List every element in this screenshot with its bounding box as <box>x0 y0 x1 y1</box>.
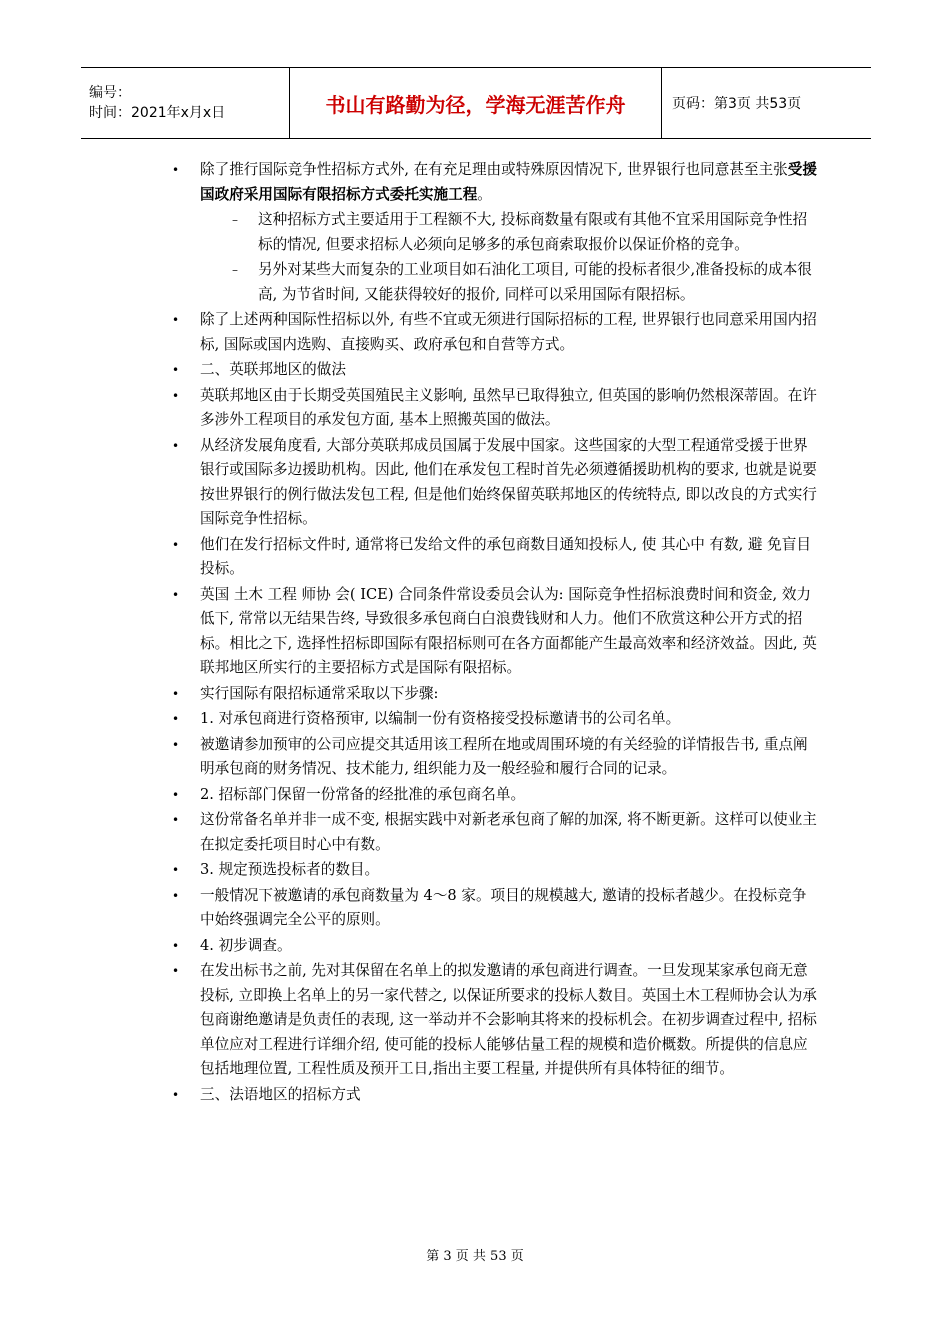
dash-icon: – <box>232 213 238 227</box>
dash-icon: – <box>232 263 238 277</box>
document-number: 编号： <box>89 85 131 101</box>
paragraph-text: 他们在发行招标文件时, 通常将已发给文件的承包商数目通知投标人, 使 其心中 有数, 避 免盲目 投标。 <box>200 535 811 577</box>
bullet-icon: • <box>172 537 180 552</box>
list-item <box>170 783 820 808</box>
bullet-icon: • <box>172 686 180 701</box>
paragraph-text: 英联邦地区由于长期受英国殖民主义影响, 虽然早已取得独立, 但英国的影响仍然根深蒂固。在许多涉外工程项目的承发包方面, 基本上照搬英国的做法。 <box>200 386 817 428</box>
list-item <box>170 934 820 959</box>
paragraph-text: 这份常备名单并非一成不变, 根据实践中对新老承包商了解的加深, 将不断更新。这样可以使业主在拟定委托项目时心中有数。 <box>200 811 817 853</box>
list-item <box>170 434 820 532</box>
list-item <box>170 884 820 933</box>
bullet-icon: • <box>172 363 180 377</box>
paragraph-text: 另外对某些大而复杂的工业项目如石油化工项目, 可能的投标者很少,准备投标的成本很高, 为节省时间, 又能获得较好的报价, 同样可以采用国际有限招标。 <box>258 261 812 303</box>
page-footer <box>0 1245 950 1264</box>
paragraph-text: 4. 初步调查。 <box>200 936 292 954</box>
bullet-icon: • <box>172 888 180 903</box>
paragraph-text: 。 <box>477 185 492 203</box>
paragraph-text: 一般情况下被邀请的承包商数量为 4～8 家。项目的规模越大, 邀请的投标者越少。在投标竞争中始终强调完全公平的原则。 <box>200 886 807 928</box>
bullet-icon: • <box>172 737 180 752</box>
header-page-number: 页码：第3页 共53页 <box>662 68 872 139</box>
bullet-icon: • <box>172 1087 180 1102</box>
paragraph-text: 这种招标方式主要适用于工程额不大, 投标商数量有限或有其他不宜采用国际竞争性招标的情况, 但要求招标人必须向足够多的承包商索取报价以保证价格的竞争。 <box>258 211 808 253</box>
paragraph-text: 英国 土木 工程 师协 会( ICE) 合同条件常设委员会认为: 国际竞争性招标浪费时间和资金, 效力低下, 常常以无结果告终, 导致很多承包商白白浪费钱财和人力。他们不欣赏这种公开方式的招标。相比之下, 选择性招标即国际有限招标则可在各方面都能产生最高效率和经济效益。因此, 英联邦地区所实行的主要招标方式是国际有限招标。 <box>200 585 817 676</box>
bullet-icon: • <box>172 964 180 978</box>
list-item <box>170 1083 820 1108</box>
paragraph-text: 被邀请参加预审的公司应提交其适用该工程所在地或周围环境的有关经验的详情报告书, 重点阐明承包商的财务情况、技术能力, 组织能力及一般经验和履行合同的记录。 <box>200 735 808 777</box>
bullet-icon: • <box>172 863 180 877</box>
list-item <box>170 158 820 207</box>
sub-list-item <box>170 208 820 257</box>
document-date: 时间：2021年x月x日 <box>89 105 226 121</box>
paragraph-text: 1. 对承包商进行资格预审, 以编制一份有资格接受投标邀请书的公司名单。 <box>200 710 681 727</box>
list-item <box>170 583 820 681</box>
sub-list-item <box>170 258 820 307</box>
bullet-icon: • <box>172 587 180 602</box>
paragraph-text: 从经济发展角度看, 大部分英联邦成员国属于发展中国家。这些国家的大型工程通常受援于世界银行或国际多边援助机构。因此, 他们在承发包工程时首先必须遵循援助机构的要求, 也就是说要按世界银行的例行做法发包工程, 但是他们始终保留英联邦地区的传统特点, 即以改良的方式实行国际竞争性招标。 <box>200 436 817 527</box>
section-heading: 三、法语地区的招标方式 <box>200 1085 361 1103</box>
paragraph-text: 除了上述两种国际性招标以外, 有些不宜或无须进行国际招标的工程, 世界银行也同意采用国内招标, 国际或国内选购、直接购买、政府承包和自营等方式。 <box>200 311 817 353</box>
bullet-icon: • <box>172 313 180 327</box>
bullet-icon: • <box>172 938 180 953</box>
paragraph-text: 3. 规定预选投标者的数目。 <box>200 861 380 878</box>
bullet-icon: • <box>172 787 180 802</box>
list-item <box>170 858 820 883</box>
list-item <box>170 733 820 782</box>
paragraph-text: 除了推行国际竞争性招标方式外, 在有充足理由或特殊原因情况下, 世界银行也同意甚至主张 <box>200 161 788 178</box>
bullet-icon: • <box>172 712 180 726</box>
list-item <box>170 808 820 857</box>
list-item <box>170 959 820 1082</box>
bullet-icon: • <box>172 813 180 827</box>
paragraph-text: 实行国际有限招标通常采取以下步骤: <box>200 684 439 702</box>
footer-page-number: 第 3 页 共 53 页 <box>426 1249 524 1264</box>
list-item <box>170 384 820 433</box>
paragraph-text: 2. 招标部门保留一份常备的经批准的承包商名单。 <box>200 785 526 803</box>
header-motto: 书山有路勤为径，学海无涯苦作舟 <box>290 68 662 139</box>
list-item <box>170 308 820 357</box>
bullet-icon: • <box>172 438 180 453</box>
list-item <box>170 533 820 582</box>
list-item <box>170 358 820 383</box>
paragraph-text: 在发出标书之前, 先对其保留在名单上的拟发邀请的承包商进行调查。一旦发现某家承包商无意投标, 立即换上名单上的另一家代替之, 以保证所要求的投标人数目。英国土木工程师协会认为承包商谢绝邀请是负责任的表现, 这一举动并不会影响其将来的投标机会。在初步调查过程中, 招标单位应对工程进行详细介绍, 使可能的投标人能够估量工程的规模和造价概数。所提供的信息应包括地理位置, 工程性质及预开工日,指出主要工程量, 并提供所有具体特征的细节。 <box>200 962 817 1077</box>
page-header <box>81 67 871 139</box>
section-heading: 二、英联邦地区的做法 <box>200 361 346 378</box>
list-item <box>170 682 820 707</box>
list-item <box>170 707 820 732</box>
header-info <box>81 68 290 139</box>
bullet-icon: • <box>172 388 180 403</box>
document-body <box>170 158 820 1108</box>
emphasis-text: 受援国政府采用国际有限招标方式委托实施工程 <box>200 161 817 203</box>
bullet-icon: • <box>172 163 180 177</box>
